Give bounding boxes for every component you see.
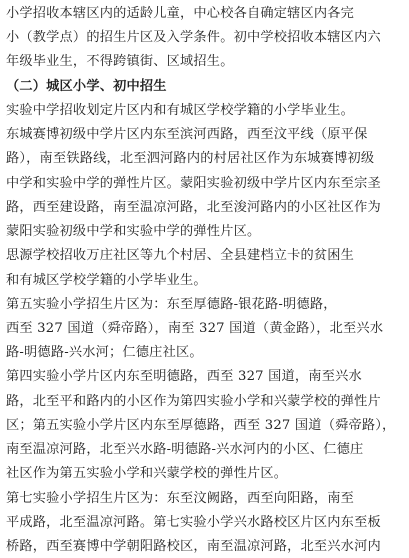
text-line: 思源学校招收万庄社区等九个村居、全县建档立卡的贫困生 [6,248,355,263]
section-heading: （二）城区小学、初中招生 [6,79,167,94]
text-line: 路），南至铁路线，北至泗河路内的村居社区作为东城赛博初级 [6,151,375,166]
text-line: 路，西至建设路，南至温凉河路，北至浚河路内的小区社区作为 [6,200,381,215]
text-line: 第七实验小学招生片区为：东至汶阙路，西至向阳路，南至 [6,491,355,506]
text-line: 西至 327 国道（舜帝路），南至 327 国道（黄金路），北至兴水 [6,321,384,336]
text-line: 年级毕业生，不得跨镇街、区域招生。 [6,54,234,69]
text-line: 南至温凉河路，北至兴水路-明德路-兴水河内的小区、仁德庄 [6,442,364,457]
text-line: 桥路，西至赛博中学朝阳路校区，南至温凉河路，北至兴水河内 [6,539,381,554]
text-line: 平成路，北至温凉河路。第七实验小学兴水路校区片区内东至板 [6,515,381,530]
text-line: 小学招收本辖区内的适龄儿童，中心校各自确定辖区内各完 [6,6,355,21]
text-line: 实验中学招收划定片区内和有城区学校学籍的小学毕业生。 [6,103,355,118]
text-line: 路，北至平和路内的小区作为第四实验小学和兴蒙学校的弹性片 [6,394,381,409]
text-line: 中学和实验中学的弹性片区。蒙阳实验初级中学片区内东至宗圣 [6,176,381,191]
text-line: 第五实验小学招生片区为：东至厚德路-银花路-明德路， [6,297,337,312]
text-line: 东城赛博初级中学片区内东至滨河西路，西至汶平线（原平保 [6,127,368,142]
text-line: 小（教学点）的招生片区及入学条件。初中学校招收本辖区内六 [6,30,381,45]
text-line: 第四实验小学片区内东至明德路，西至 327 国道，南至兴水 [6,369,362,384]
text-line: 和有城区学校学籍的小学毕业生。 [6,273,207,288]
text-line: 社区作为第五实验小学和兴蒙学校的弹性片区。 [6,466,288,481]
text-line: 区；第五实验小学片区内东至厚德路，西至 327 国道（舜帝路）， [6,418,396,433]
text-line: 路-明德路-兴水河；仁德庄社区。 [6,345,203,360]
text-line: 蒙阳实验初级中学和实验中学的弹性片区。 [6,224,261,239]
